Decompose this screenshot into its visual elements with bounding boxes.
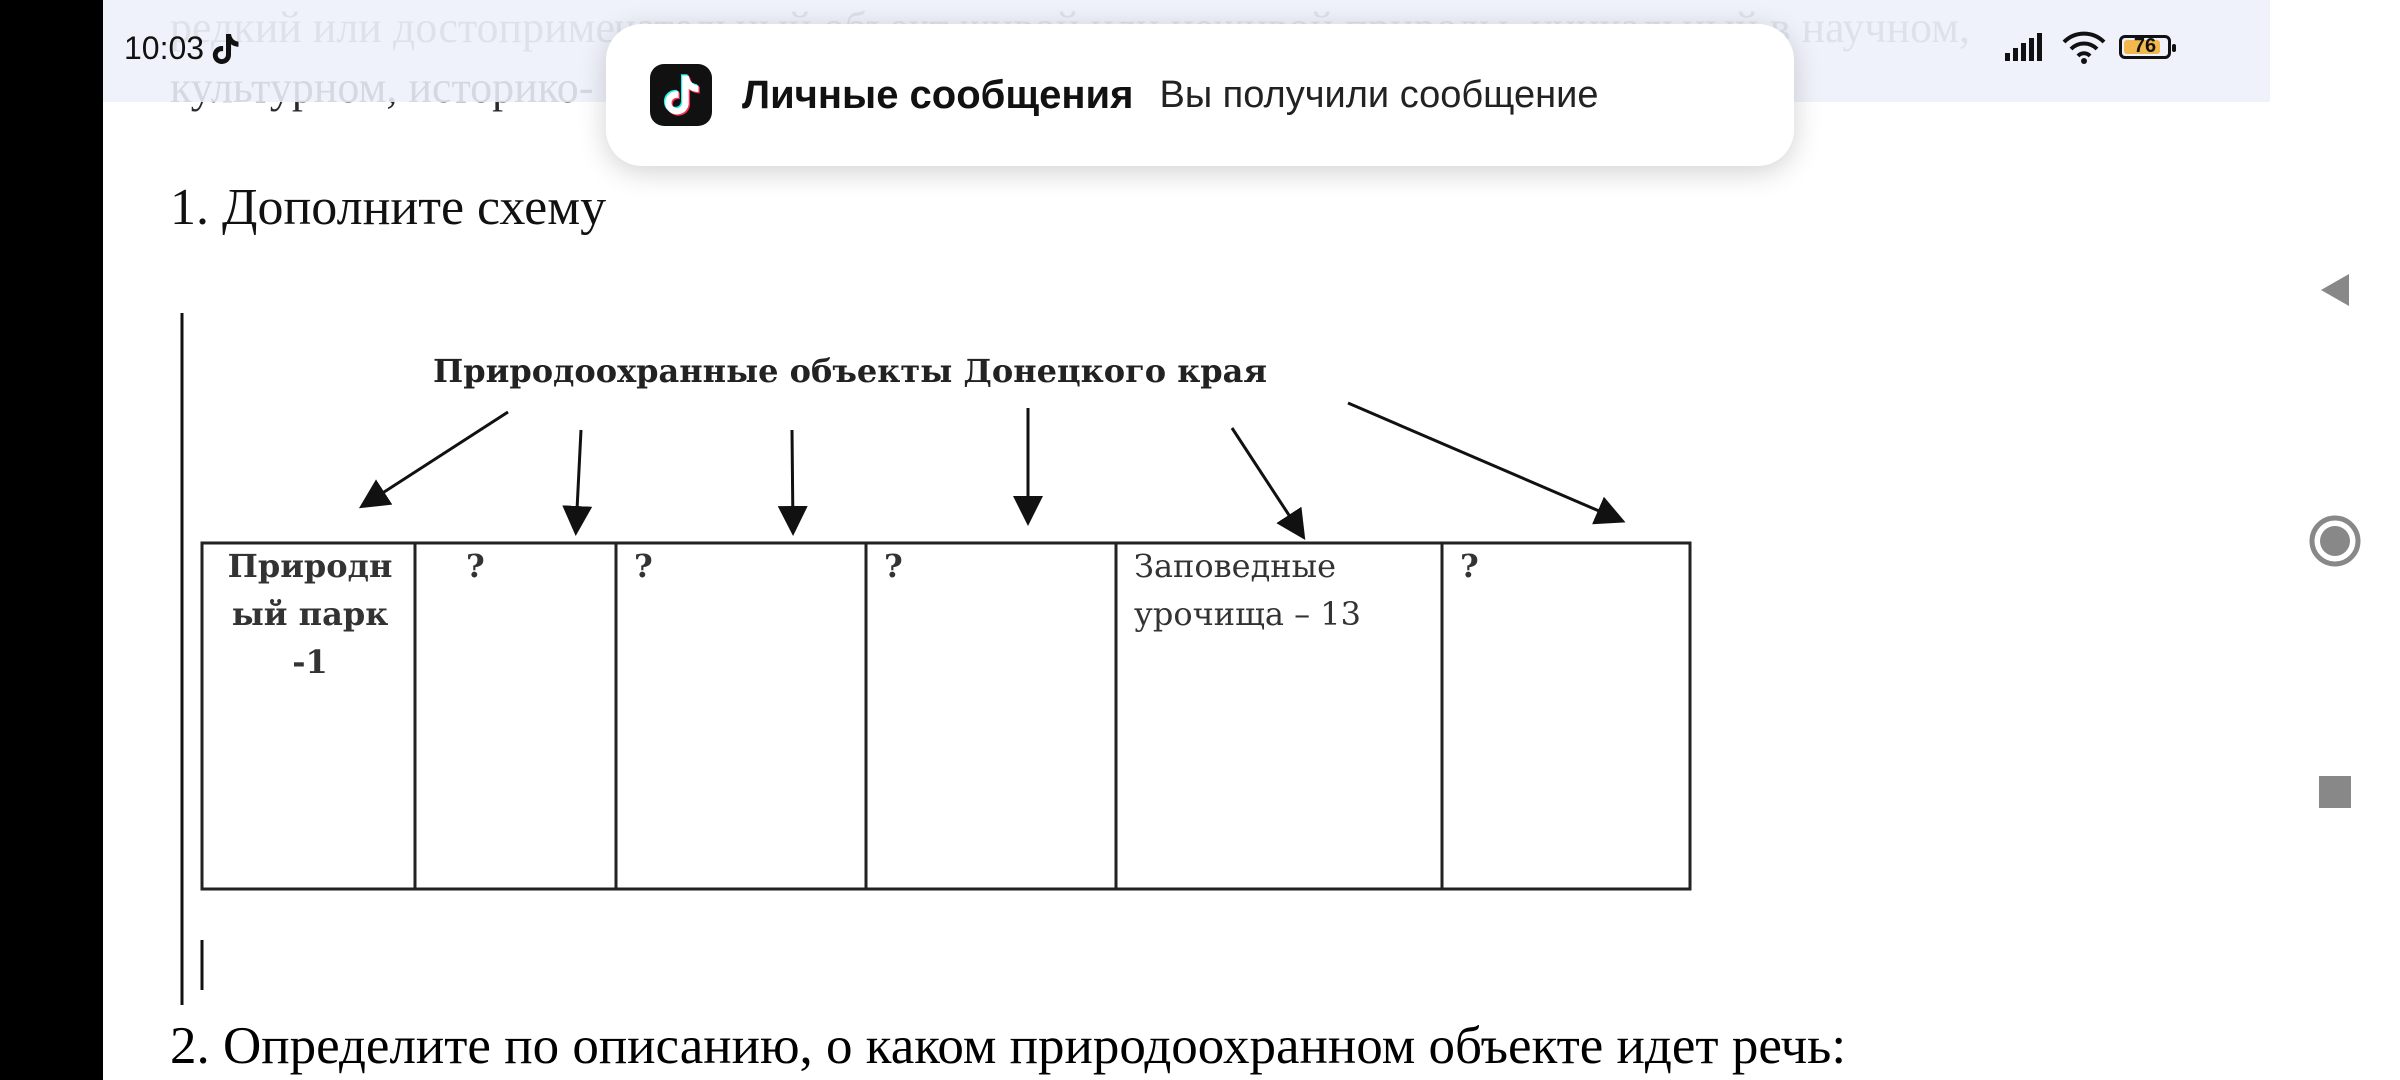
battery-icon <box>2119 35 2171 59</box>
status-icons <box>2005 30 2171 64</box>
cell-line: ый парк <box>231 595 389 633</box>
battery-nub <box>2172 44 2176 52</box>
back-icon[interactable] <box>2315 270 2355 310</box>
task-2-heading: 2. Определите по описанию, о каком природоохранном объекте идет речь: <box>170 1017 1847 1075</box>
scheme-title: Природоохранные объекты Донецкого края <box>433 352 1268 390</box>
navigation-bar <box>2270 0 2400 1080</box>
arrow-3 <box>792 430 793 530</box>
arrow-2 <box>576 430 581 530</box>
cell-question: ? <box>466 547 485 585</box>
cell-line: -1 <box>292 643 328 681</box>
cell-line: урочища – 13 <box>1134 595 1361 633</box>
notification-banner[interactable] <box>606 24 1794 166</box>
scheme-table-outline <box>202 543 1690 889</box>
cell-nature-park <box>212 542 408 686</box>
cell-question: ? <box>884 547 903 585</box>
scheme-diagram <box>180 310 1700 1010</box>
arrow-5 <box>1232 428 1302 535</box>
notification-text: Вы получили сообщение <box>1159 73 1599 116</box>
home-icon[interactable] <box>2308 514 2362 568</box>
status-time <box>124 30 240 67</box>
arrow-6 <box>1348 403 1620 520</box>
scheme-lines <box>180 310 1700 1010</box>
recents-icon[interactable] <box>2317 774 2353 810</box>
task-1-heading: 1. Дополните схему <box>170 179 607 236</box>
cell-question: ? <box>1460 547 1479 585</box>
wifi-icon <box>2061 30 2107 64</box>
tiktok-icon <box>650 64 712 126</box>
cell-line: Природн <box>227 547 393 585</box>
left-black-bar <box>0 0 103 1080</box>
tiktok-icon <box>210 32 240 66</box>
arrow-1 <box>364 412 508 505</box>
cell-line: Заповедные <box>1134 547 1336 585</box>
notification-title: Личные сообщения <box>742 72 1134 117</box>
signal-icon <box>2005 33 2049 61</box>
cell-question: ? <box>634 547 653 585</box>
cell-reserved-tracts <box>1134 542 1361 638</box>
battery-level: 76 <box>2133 35 2157 57</box>
status-time-text: 10:03 <box>124 30 205 66</box>
